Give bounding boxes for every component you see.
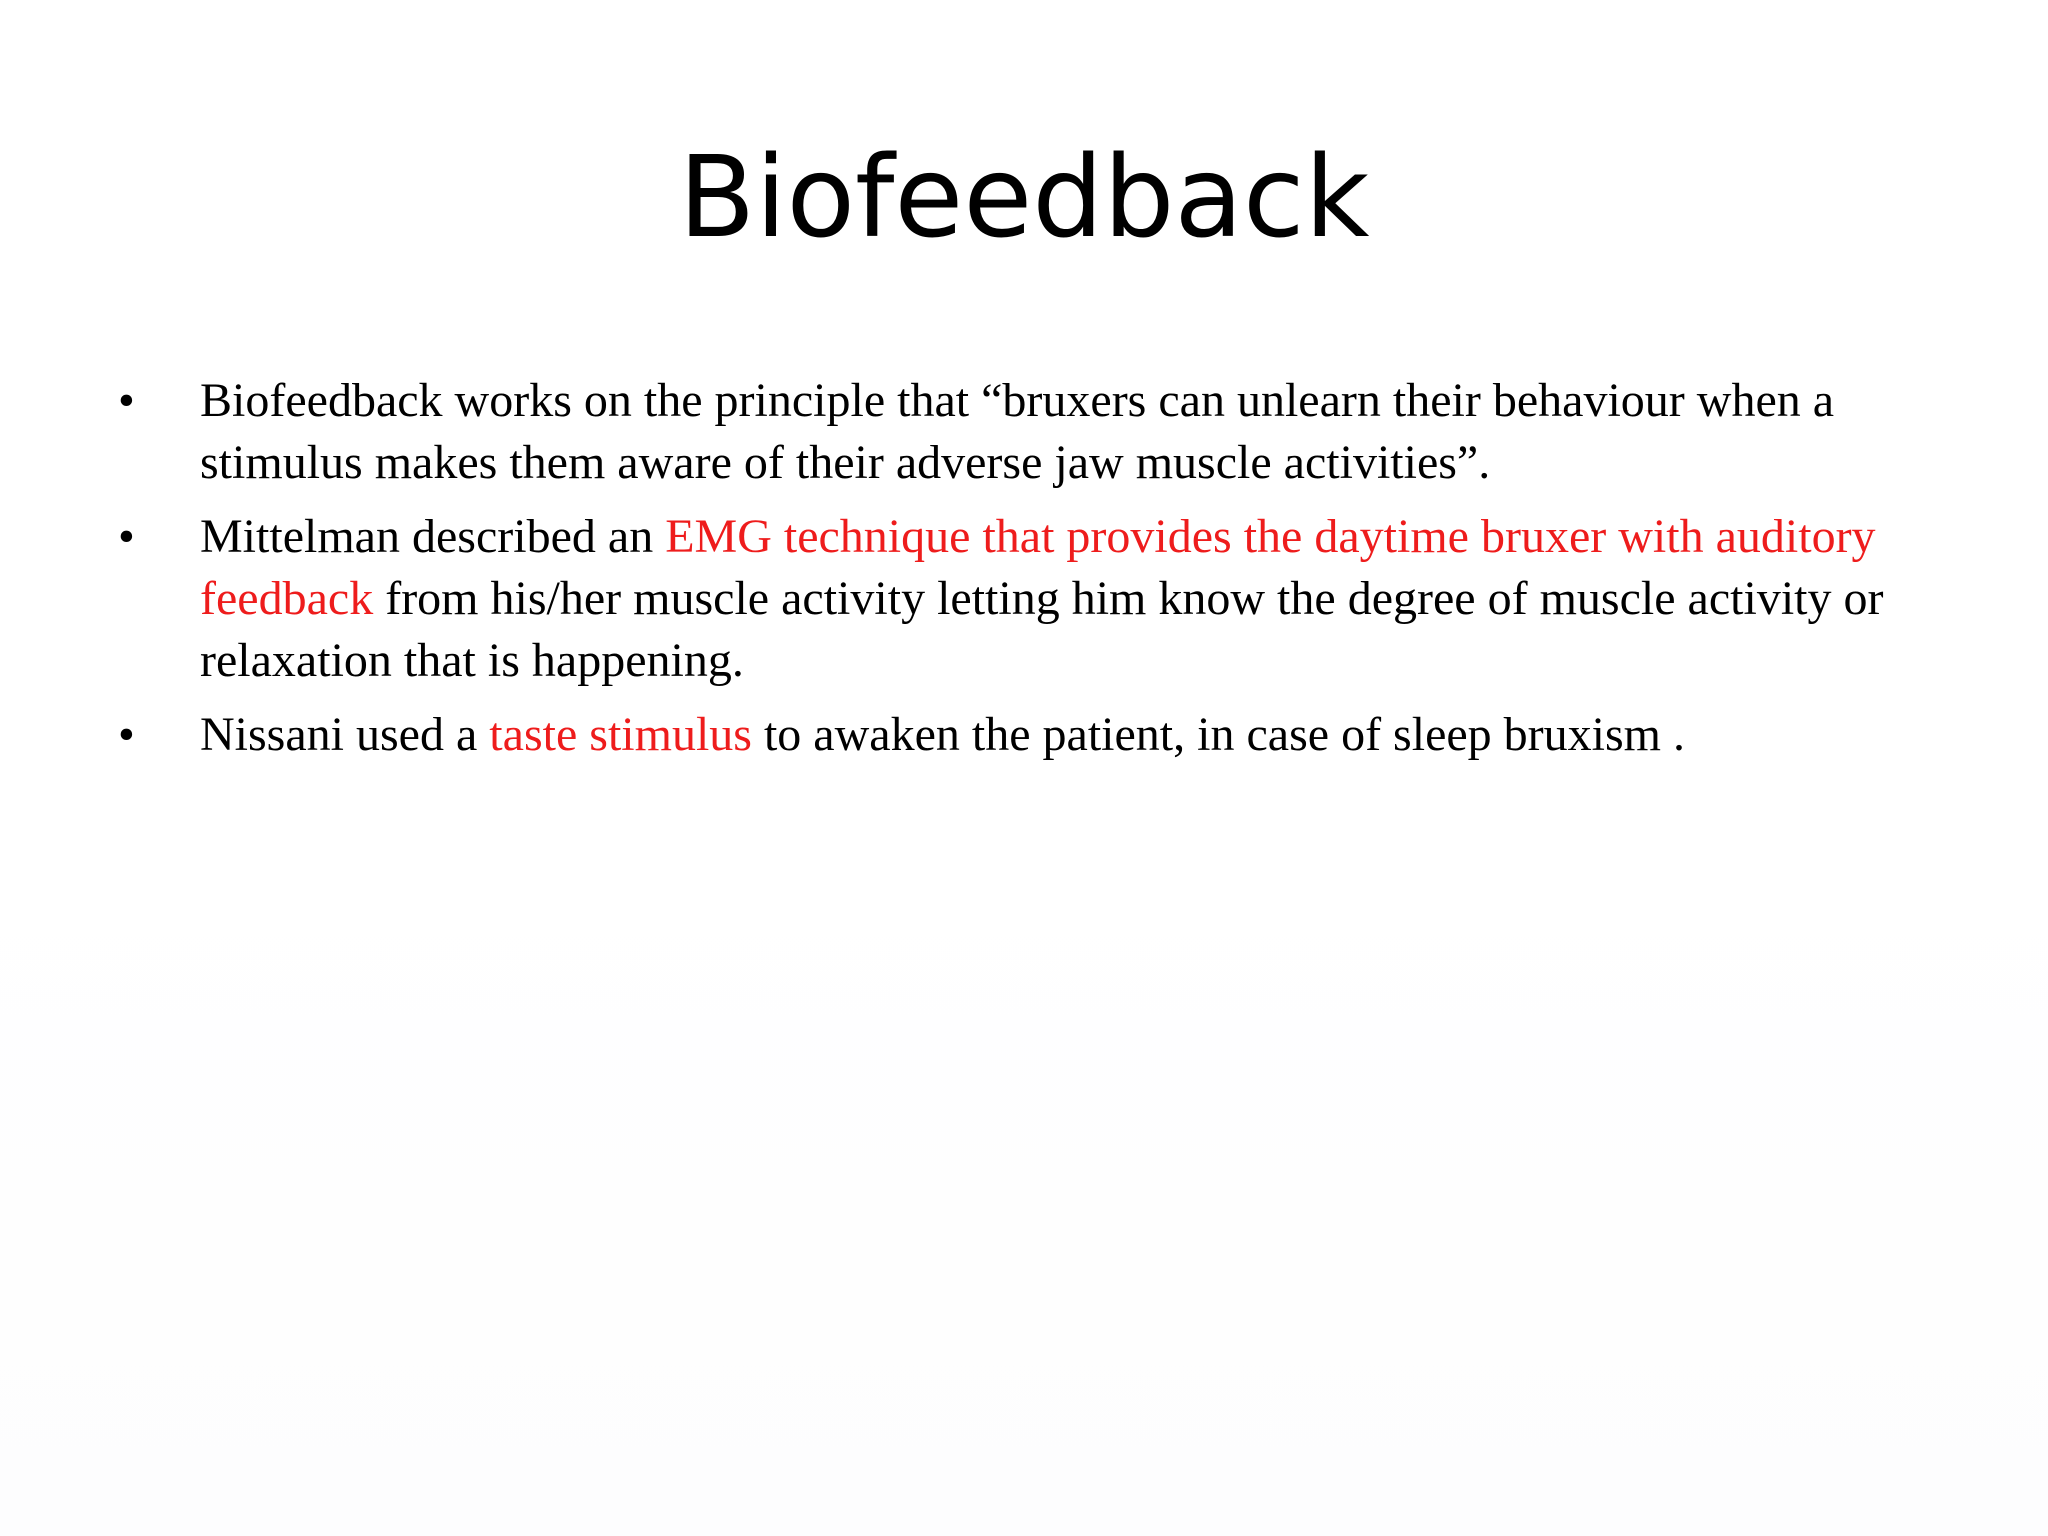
bullet-dot: • [118, 374, 135, 427]
bullet-dot: • [118, 510, 135, 563]
bullet-text: Nissani used a [200, 708, 490, 761]
bullet-dot: • [118, 708, 135, 761]
bullet-item-3 [0, 704, 1920, 766]
slide-title: Biofeedback [678, 133, 1370, 263]
bullet-highlight: EMG technique that provides the daytime bruxer with auditory feedback [200, 510, 1876, 625]
bullet-item-1 [0, 370, 1920, 494]
bullet-text: Mittelman described an [200, 510, 666, 563]
bullet-text-continued: from his/her muscle activity letting him know the degree of muscle activity or relaxation that is happening. [200, 572, 1884, 687]
bullet-highlight: taste stimulus [489, 708, 752, 761]
bullet-list [0, 370, 2048, 778]
bullet-text-continued: to awaken the patient, in case of sleep bruxism . [751, 708, 1686, 761]
bullet-text: Biofeedback works on the principle that “bruxers can unlearn their behaviour when a stimulus makes them aware of their adverse jaw muscle activities”. [200, 374, 1835, 489]
bullet-item-2 [0, 506, 1920, 692]
